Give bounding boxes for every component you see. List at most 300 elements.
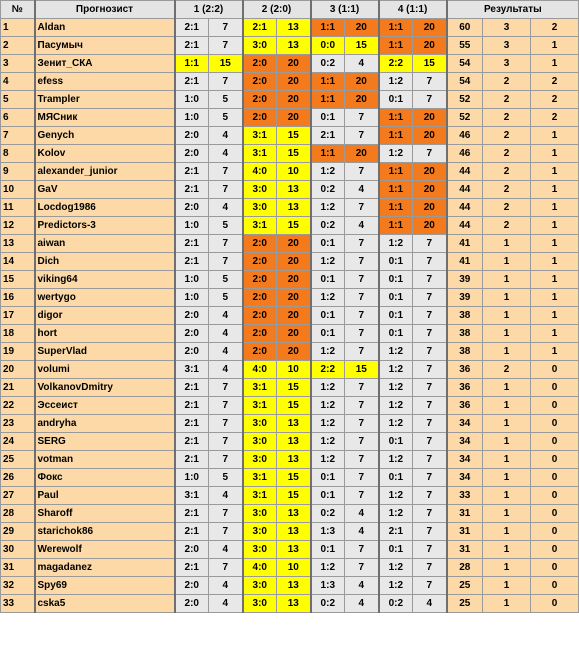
row-number: 28 bbox=[1, 505, 35, 523]
outcome-count: 1 bbox=[531, 289, 579, 307]
table-row bbox=[1, 253, 579, 271]
outcome-count: 0 bbox=[531, 523, 579, 541]
predictor-name: cska5 bbox=[35, 595, 175, 613]
match-2-points: 13 bbox=[277, 181, 311, 199]
match-4-points: 7 bbox=[413, 433, 447, 451]
match-1-points: 7 bbox=[209, 397, 243, 415]
exact-count: 2 bbox=[483, 91, 531, 109]
match-3-points: 7 bbox=[345, 415, 379, 433]
row-number: 9 bbox=[1, 163, 35, 181]
match-3-points: 7 bbox=[345, 235, 379, 253]
total-points: 60 bbox=[447, 19, 483, 37]
match-3-prediction: 0:0 bbox=[311, 37, 345, 55]
table-row bbox=[1, 307, 579, 325]
match-1-points: 4 bbox=[209, 577, 243, 595]
match-1-points: 5 bbox=[209, 91, 243, 109]
match-3-points: 4 bbox=[345, 595, 379, 613]
table-row bbox=[1, 127, 579, 145]
match-1-prediction: 2:1 bbox=[175, 451, 209, 469]
match-2-points: 13 bbox=[277, 199, 311, 217]
match-3-prediction: 1:2 bbox=[311, 397, 345, 415]
match-1-prediction: 1:1 bbox=[175, 55, 209, 73]
exact-count: 1 bbox=[483, 595, 531, 613]
outcome-count: 1 bbox=[531, 181, 579, 199]
match-3-prediction: 1:2 bbox=[311, 343, 345, 361]
match-3-points: 4 bbox=[345, 181, 379, 199]
match-2-points: 10 bbox=[277, 361, 311, 379]
match-4-prediction: 0:2 bbox=[379, 595, 413, 613]
total-points: 34 bbox=[447, 433, 483, 451]
match-1-points: 4 bbox=[209, 127, 243, 145]
exact-count: 1 bbox=[483, 307, 531, 325]
outcome-count: 1 bbox=[531, 199, 579, 217]
match-1-points: 4 bbox=[209, 595, 243, 613]
match-4-prediction: 1:2 bbox=[379, 361, 413, 379]
exact-count: 1 bbox=[483, 559, 531, 577]
match-4-points: 7 bbox=[413, 379, 447, 397]
match-4-prediction: 0:1 bbox=[379, 289, 413, 307]
match-1-points: 4 bbox=[209, 361, 243, 379]
match-2-points: 20 bbox=[277, 289, 311, 307]
match-4-points: 7 bbox=[413, 325, 447, 343]
match-3-prediction: 1:2 bbox=[311, 199, 345, 217]
match-4-points: 7 bbox=[413, 397, 447, 415]
match-4-prediction: 1:1 bbox=[379, 217, 413, 235]
outcome-count: 1 bbox=[531, 325, 579, 343]
match-3-points: 7 bbox=[345, 289, 379, 307]
match-1-prediction: 1:0 bbox=[175, 289, 209, 307]
outcome-count: 0 bbox=[531, 595, 579, 613]
exact-count: 1 bbox=[483, 289, 531, 307]
match-4-points: 7 bbox=[413, 271, 447, 289]
match-1-prediction: 3:1 bbox=[175, 487, 209, 505]
match-2-points: 20 bbox=[277, 343, 311, 361]
match-3-points: 7 bbox=[345, 109, 379, 127]
match-1-prediction: 2:1 bbox=[175, 253, 209, 271]
predictor-name: Paul bbox=[35, 487, 175, 505]
match-3-prediction: 1:2 bbox=[311, 163, 345, 181]
predictor-name: GaV bbox=[35, 181, 175, 199]
outcome-count: 1 bbox=[531, 253, 579, 271]
exact-count: 1 bbox=[483, 253, 531, 271]
match-1-prediction: 1:0 bbox=[175, 271, 209, 289]
predictor-name: Genych bbox=[35, 127, 175, 145]
row-number: 29 bbox=[1, 523, 35, 541]
outcome-count: 1 bbox=[531, 127, 579, 145]
exact-count: 2 bbox=[483, 217, 531, 235]
outcome-count: 1 bbox=[531, 145, 579, 163]
outcome-count: 0 bbox=[531, 505, 579, 523]
match-4-points: 7 bbox=[413, 91, 447, 109]
total-points: 52 bbox=[447, 109, 483, 127]
match-4-prediction: 2:1 bbox=[379, 523, 413, 541]
table-row bbox=[1, 595, 579, 613]
predictor-name: magadanez bbox=[35, 559, 175, 577]
total-points: 44 bbox=[447, 217, 483, 235]
outcome-count: 0 bbox=[531, 451, 579, 469]
match-3-points: 4 bbox=[345, 523, 379, 541]
exact-count: 1 bbox=[483, 523, 531, 541]
match-4-points: 7 bbox=[413, 73, 447, 91]
match-4-points: 7 bbox=[413, 343, 447, 361]
table-row bbox=[1, 451, 579, 469]
table-row bbox=[1, 91, 579, 109]
match-3-points: 7 bbox=[345, 397, 379, 415]
outcome-count: 0 bbox=[531, 379, 579, 397]
match-1-prediction: 2:0 bbox=[175, 343, 209, 361]
match-1-points: 4 bbox=[209, 541, 243, 559]
table-row bbox=[1, 325, 579, 343]
predictor-name: МЯСник bbox=[35, 109, 175, 127]
outcome-count: 2 bbox=[531, 73, 579, 91]
match-4-points: 7 bbox=[413, 145, 447, 163]
match-2-points: 13 bbox=[277, 541, 311, 559]
match-1-points: 15 bbox=[209, 55, 243, 73]
match-2-prediction: 3:0 bbox=[243, 415, 277, 433]
match-2-prediction: 2:0 bbox=[243, 289, 277, 307]
match-3-prediction: 0:1 bbox=[311, 109, 345, 127]
match-1-points: 7 bbox=[209, 451, 243, 469]
match-1-prediction: 2:1 bbox=[175, 19, 209, 37]
match-3-prediction: 1:2 bbox=[311, 559, 345, 577]
row-number: 22 bbox=[1, 397, 35, 415]
match-2-prediction: 4:0 bbox=[243, 361, 277, 379]
outcome-count: 1 bbox=[531, 307, 579, 325]
match-4-prediction: 1:2 bbox=[379, 235, 413, 253]
total-points: 31 bbox=[447, 505, 483, 523]
table-row bbox=[1, 397, 579, 415]
match-3-points: 4 bbox=[345, 217, 379, 235]
predictor-name: Sharoff bbox=[35, 505, 175, 523]
match-2-prediction: 3:1 bbox=[243, 397, 277, 415]
match-1-prediction: 2:0 bbox=[175, 325, 209, 343]
row-number: 15 bbox=[1, 271, 35, 289]
predictor-name: SERG bbox=[35, 433, 175, 451]
table-row bbox=[1, 235, 579, 253]
total-points: 46 bbox=[447, 145, 483, 163]
match-3-points: 7 bbox=[345, 271, 379, 289]
match-4-prediction: 1:2 bbox=[379, 145, 413, 163]
match-3-prediction: 1:2 bbox=[311, 379, 345, 397]
exact-count: 3 bbox=[483, 19, 531, 37]
match-4-points: 20 bbox=[413, 127, 447, 145]
match-3-prediction: 0:1 bbox=[311, 541, 345, 559]
exact-count: 2 bbox=[483, 181, 531, 199]
predictor-name: Trampler bbox=[35, 91, 175, 109]
match-3-prediction: 1:1 bbox=[311, 145, 345, 163]
match-3-points: 20 bbox=[345, 73, 379, 91]
exact-count: 2 bbox=[483, 109, 531, 127]
match-3-prediction: 2:2 bbox=[311, 361, 345, 379]
row-number: 30 bbox=[1, 541, 35, 559]
match-1-points: 5 bbox=[209, 217, 243, 235]
match-4-prediction: 1:1 bbox=[379, 199, 413, 217]
total-points: 33 bbox=[447, 487, 483, 505]
match-4-prediction: 0:1 bbox=[379, 469, 413, 487]
match-2-points: 20 bbox=[277, 109, 311, 127]
match-1-prediction: 3:1 bbox=[175, 361, 209, 379]
match-4-prediction: 1:1 bbox=[379, 109, 413, 127]
match-3-prediction: 0:2 bbox=[311, 505, 345, 523]
total-points: 31 bbox=[447, 541, 483, 559]
row-number: 12 bbox=[1, 217, 35, 235]
table-row bbox=[1, 379, 579, 397]
match-2-prediction: 2:0 bbox=[243, 235, 277, 253]
row-number: 27 bbox=[1, 487, 35, 505]
row-number: 31 bbox=[1, 559, 35, 577]
match-3-prediction: 0:1 bbox=[311, 235, 345, 253]
match-4-points: 7 bbox=[413, 469, 447, 487]
match-2-prediction: 3:0 bbox=[243, 505, 277, 523]
match-3-prediction: 0:1 bbox=[311, 325, 345, 343]
match-1-points: 7 bbox=[209, 19, 243, 37]
row-number: 16 bbox=[1, 289, 35, 307]
match-2-prediction: 2:0 bbox=[243, 343, 277, 361]
outcome-count: 1 bbox=[531, 163, 579, 181]
match-3-points: 4 bbox=[345, 505, 379, 523]
total-points: 25 bbox=[447, 577, 483, 595]
match-2-prediction: 3:0 bbox=[243, 181, 277, 199]
match-2-points: 20 bbox=[277, 307, 311, 325]
outcome-count: 0 bbox=[531, 577, 579, 595]
total-points: 34 bbox=[447, 415, 483, 433]
total-points: 44 bbox=[447, 181, 483, 199]
outcome-count: 0 bbox=[531, 559, 579, 577]
match-4-points: 7 bbox=[413, 451, 447, 469]
match-4-prediction: 0:1 bbox=[379, 541, 413, 559]
total-points: 39 bbox=[447, 289, 483, 307]
match-1-points: 7 bbox=[209, 73, 243, 91]
match-2-prediction: 3:1 bbox=[243, 217, 277, 235]
exact-count: 1 bbox=[483, 505, 531, 523]
match-1-points: 4 bbox=[209, 343, 243, 361]
match-1-prediction: 2:1 bbox=[175, 523, 209, 541]
predictor-name: Dich bbox=[35, 253, 175, 271]
match-1-prediction: 1:0 bbox=[175, 217, 209, 235]
outcome-count: 0 bbox=[531, 469, 579, 487]
match-3-points: 7 bbox=[345, 163, 379, 181]
total-points: 38 bbox=[447, 325, 483, 343]
table-row bbox=[1, 73, 579, 91]
match-2-prediction: 3:0 bbox=[243, 577, 277, 595]
row-number: 25 bbox=[1, 451, 35, 469]
match-4-prediction: 1:1 bbox=[379, 181, 413, 199]
match-2-prediction: 2:0 bbox=[243, 325, 277, 343]
match-2-points: 10 bbox=[277, 163, 311, 181]
match-1-prediction: 2:1 bbox=[175, 163, 209, 181]
match-2-points: 15 bbox=[277, 127, 311, 145]
match-3-points: 7 bbox=[345, 343, 379, 361]
match-2-points: 20 bbox=[277, 325, 311, 343]
row-number: 5 bbox=[1, 91, 35, 109]
table-row bbox=[1, 19, 579, 37]
match-4-points: 7 bbox=[413, 235, 447, 253]
match-3-prediction: 1:2 bbox=[311, 289, 345, 307]
match-3-prediction: 2:1 bbox=[311, 127, 345, 145]
match-3-prediction: 0:2 bbox=[311, 181, 345, 199]
match-4-points: 7 bbox=[413, 577, 447, 595]
match-3-points: 20 bbox=[345, 145, 379, 163]
match-2-points: 13 bbox=[277, 523, 311, 541]
match-4-points: 7 bbox=[413, 415, 447, 433]
match-3-points: 7 bbox=[345, 325, 379, 343]
match-3-points: 7 bbox=[345, 451, 379, 469]
match-2-points: 20 bbox=[277, 91, 311, 109]
match-2-points: 20 bbox=[277, 271, 311, 289]
match-2-points: 13 bbox=[277, 433, 311, 451]
match-2-points: 13 bbox=[277, 577, 311, 595]
match-1-points: 4 bbox=[209, 145, 243, 163]
total-points: 36 bbox=[447, 397, 483, 415]
match-1-prediction: 1:0 bbox=[175, 91, 209, 109]
match-2-points: 15 bbox=[277, 217, 311, 235]
table-row bbox=[1, 271, 579, 289]
match-1-points: 7 bbox=[209, 505, 243, 523]
outcome-count: 0 bbox=[531, 397, 579, 415]
match-1-prediction: 2:1 bbox=[175, 73, 209, 91]
outcome-count: 0 bbox=[531, 541, 579, 559]
match-2-prediction: 2:0 bbox=[243, 271, 277, 289]
predictor-name: andryha bbox=[35, 415, 175, 433]
header-results: Результаты bbox=[447, 1, 579, 19]
match-3-prediction: 0:1 bbox=[311, 271, 345, 289]
total-points: 36 bbox=[447, 379, 483, 397]
match-4-prediction: 1:1 bbox=[379, 19, 413, 37]
exact-count: 1 bbox=[483, 451, 531, 469]
exact-count: 2 bbox=[483, 145, 531, 163]
match-2-points: 13 bbox=[277, 595, 311, 613]
total-points: 41 bbox=[447, 253, 483, 271]
match-4-prediction: 0:1 bbox=[379, 271, 413, 289]
match-1-prediction: 2:1 bbox=[175, 415, 209, 433]
match-1-points: 5 bbox=[209, 109, 243, 127]
match-4-points: 15 bbox=[413, 55, 447, 73]
match-2-points: 20 bbox=[277, 73, 311, 91]
predictor-name: efess bbox=[35, 73, 175, 91]
match-3-points: 20 bbox=[345, 19, 379, 37]
match-2-prediction: 4:0 bbox=[243, 163, 277, 181]
row-number: 24 bbox=[1, 433, 35, 451]
match-2-points: 13 bbox=[277, 415, 311, 433]
match-3-points: 4 bbox=[345, 577, 379, 595]
match-2-prediction: 2:1 bbox=[243, 19, 277, 37]
table-row bbox=[1, 199, 579, 217]
predictor-name: SuperVlad bbox=[35, 343, 175, 361]
table-row bbox=[1, 37, 579, 55]
outcome-count: 0 bbox=[531, 361, 579, 379]
match-1-points: 7 bbox=[209, 379, 243, 397]
row-number: 13 bbox=[1, 235, 35, 253]
predictor-name: Spy69 bbox=[35, 577, 175, 595]
match-2-prediction: 2:0 bbox=[243, 253, 277, 271]
match-4-points: 20 bbox=[413, 163, 447, 181]
total-points: 41 bbox=[447, 235, 483, 253]
match-3-prediction: 1:2 bbox=[311, 433, 345, 451]
match-1-points: 7 bbox=[209, 181, 243, 199]
predictor-name: Зенит_СКА bbox=[35, 55, 175, 73]
outcome-count: 1 bbox=[531, 271, 579, 289]
match-1-prediction: 1:0 bbox=[175, 469, 209, 487]
match-1-points: 4 bbox=[209, 307, 243, 325]
predictor-name: alexander_junior bbox=[35, 163, 175, 181]
match-2-points: 15 bbox=[277, 379, 311, 397]
exact-count: 1 bbox=[483, 235, 531, 253]
row-number: 11 bbox=[1, 199, 35, 217]
match-3-points: 7 bbox=[345, 307, 379, 325]
exact-count: 1 bbox=[483, 433, 531, 451]
table-row bbox=[1, 343, 579, 361]
table-row bbox=[1, 487, 579, 505]
exact-count: 2 bbox=[483, 127, 531, 145]
match-4-prediction: 1:1 bbox=[379, 163, 413, 181]
match-1-points: 4 bbox=[209, 487, 243, 505]
match-1-prediction: 2:0 bbox=[175, 577, 209, 595]
match-2-prediction: 3:1 bbox=[243, 127, 277, 145]
table-row bbox=[1, 433, 579, 451]
total-points: 28 bbox=[447, 559, 483, 577]
total-points: 46 bbox=[447, 127, 483, 145]
match-1-points: 5 bbox=[209, 469, 243, 487]
match-4-prediction: 1:2 bbox=[379, 505, 413, 523]
match-1-prediction: 2:1 bbox=[175, 397, 209, 415]
predictor-name: wertygo bbox=[35, 289, 175, 307]
match-1-prediction: 2:1 bbox=[175, 433, 209, 451]
table-row bbox=[1, 577, 579, 595]
match-1-prediction: 2:1 bbox=[175, 559, 209, 577]
match-1-prediction: 2:0 bbox=[175, 145, 209, 163]
match-4-prediction: 1:1 bbox=[379, 37, 413, 55]
match-1-points: 7 bbox=[209, 253, 243, 271]
total-points: 52 bbox=[447, 91, 483, 109]
match-3-points: 7 bbox=[345, 469, 379, 487]
row-number: 14 bbox=[1, 253, 35, 271]
match-3-prediction: 0:2 bbox=[311, 55, 345, 73]
match-3-points: 7 bbox=[345, 541, 379, 559]
match-4-prediction: 1:1 bbox=[379, 127, 413, 145]
match-3-points: 15 bbox=[345, 37, 379, 55]
match-1-points: 7 bbox=[209, 559, 243, 577]
predictor-name: digor bbox=[35, 307, 175, 325]
match-4-prediction: 1:2 bbox=[379, 559, 413, 577]
table-row bbox=[1, 289, 579, 307]
row-number: 7 bbox=[1, 127, 35, 145]
match-1-points: 7 bbox=[209, 37, 243, 55]
match-1-points: 5 bbox=[209, 271, 243, 289]
match-1-points: 7 bbox=[209, 235, 243, 253]
match-2-points: 13 bbox=[277, 505, 311, 523]
predictor-name: volumi bbox=[35, 361, 175, 379]
outcome-count: 1 bbox=[531, 37, 579, 55]
match-3-points: 7 bbox=[345, 127, 379, 145]
match-4-points: 20 bbox=[413, 37, 447, 55]
outcome-count: 0 bbox=[531, 415, 579, 433]
match-4-prediction: 1:2 bbox=[379, 73, 413, 91]
match-3-points: 7 bbox=[345, 253, 379, 271]
predictor-name: VolkanovDmitry bbox=[35, 379, 175, 397]
exact-count: 1 bbox=[483, 343, 531, 361]
total-points: 38 bbox=[447, 307, 483, 325]
match-3-prediction: 0:1 bbox=[311, 307, 345, 325]
row-number: 6 bbox=[1, 109, 35, 127]
match-2-points: 13 bbox=[277, 451, 311, 469]
match-3-prediction: 0:2 bbox=[311, 595, 345, 613]
exact-count: 1 bbox=[483, 325, 531, 343]
header-match-4: 4 (1:1) bbox=[379, 1, 447, 19]
match-2-prediction: 3:0 bbox=[243, 523, 277, 541]
exact-count: 2 bbox=[483, 361, 531, 379]
row-number: 20 bbox=[1, 361, 35, 379]
table-row bbox=[1, 523, 579, 541]
